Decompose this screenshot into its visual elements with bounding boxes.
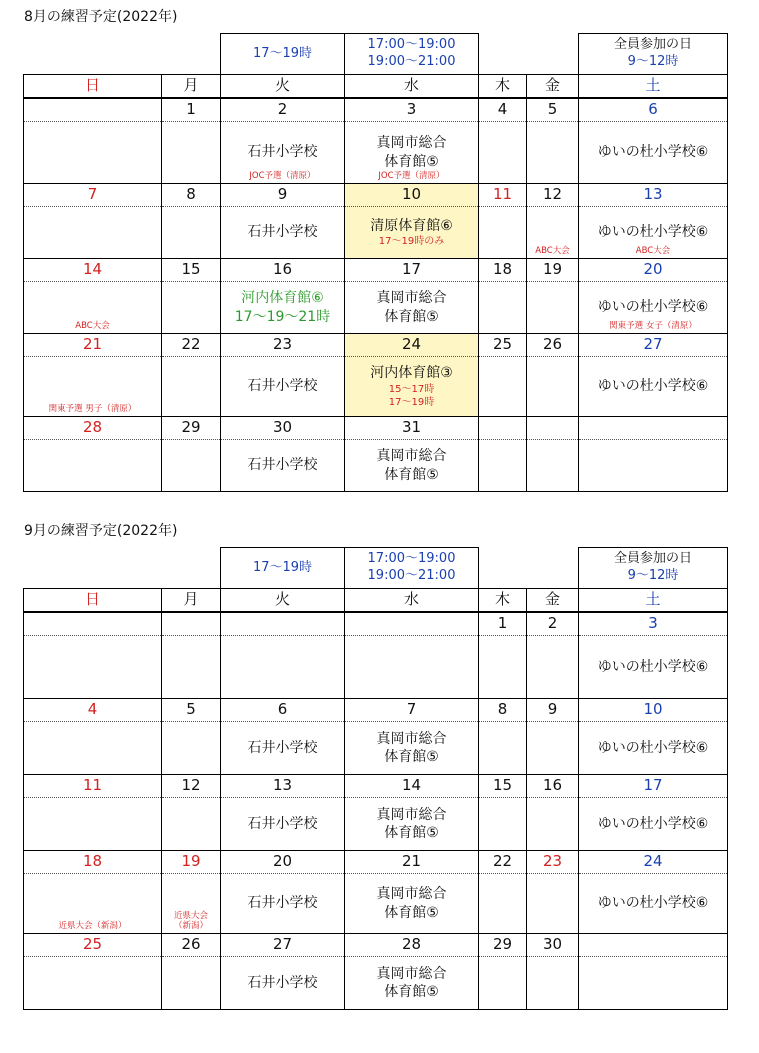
venue-cell: 石井小学校 — [221, 798, 345, 851]
venue-cell: 真岡市総合 体育館⑤ — [345, 874, 479, 934]
august-header-tue: 17～19時 — [221, 34, 345, 75]
venue-cell: ゆいの杜小学校⑥ 関東予選 女子（清原） — [579, 282, 728, 334]
dow-mon: 月 — [162, 75, 221, 99]
dow-thu: 木 — [479, 589, 527, 613]
venue-row — [24, 440, 728, 492]
event-note: ABC大会 — [75, 321, 110, 332]
dow-sun: 日 — [24, 589, 162, 613]
venue-cell: ゆいの杜小学校⑥ — [579, 722, 728, 775]
dow-thu: 木 — [479, 75, 527, 99]
venue-cell: 真岡市総合 体育館⑤ — [345, 957, 479, 1010]
venue-cell: ゆいの杜小学校⑥ — [579, 357, 728, 417]
august-header-row — [24, 34, 728, 75]
event-note: 近県大会 （新潟） — [173, 911, 208, 932]
dow-sun: 日 — [24, 75, 162, 99]
venue-cell: 真岡市総合 体育館⑤ — [345, 798, 479, 851]
event-note: 近県大会（新潟） — [58, 921, 127, 932]
venue-row — [24, 957, 728, 1010]
date-row: 11 12 13 14 15 16 17 — [24, 775, 728, 798]
venue-cell: 河内体育館⑥ 17～19～21時 — [221, 282, 345, 334]
date-row: 28 29 30 31 — [24, 417, 728, 440]
venue-cell: 真岡市総合 体育館⑤ JOC予選（清原） — [345, 122, 479, 184]
venue-cell: 清原体育館⑥ 17～19時のみ — [345, 207, 479, 259]
dow-fri: 金 — [527, 589, 579, 613]
date-row: 14 15 16 17 18 19 20 — [24, 259, 728, 282]
date-row: 7 8 9 10 11 12 13 — [24, 184, 728, 207]
dow-sat: 土 — [579, 75, 728, 99]
august-header-sat: 全員参加の日 9～12時 — [579, 34, 728, 75]
venue-cell: 真岡市総合 体育館⑤ — [345, 440, 479, 492]
september-title: 9月の練習予定(2022年) — [24, 523, 178, 539]
august-title: 8月の練習予定(2022年) — [24, 9, 178, 25]
venue-cell: ゆいの杜小学校⑥ ABC大会 — [579, 207, 728, 259]
event-note: JOC予選（清原） — [378, 171, 445, 182]
venue-cell: 石井小学校 — [221, 207, 345, 259]
date-row: 18 19 20 21 22 23 24 — [24, 851, 728, 874]
venue-cell: 石井小学校 — [221, 874, 345, 934]
venue-cell: 真岡市総合 体育館⑤ — [345, 282, 479, 334]
venue-cell: 河内体育館③ 15～17時 17～19時 — [345, 357, 479, 417]
venue-row — [24, 722, 728, 775]
venue-cell: 石井小学校 — [221, 357, 345, 417]
august-dow-row — [24, 75, 728, 99]
date-row: 21 22 23 24 25 26 27 — [24, 334, 728, 357]
event-note: 関東予選 男子（清原） — [48, 404, 137, 415]
september-header-row — [24, 548, 728, 589]
dow-tue: 火 — [221, 589, 345, 613]
venue-cell: 石井小学校 — [221, 722, 345, 775]
venue-cell: ゆいの杜小学校⑥ — [579, 122, 728, 184]
venue-cell: ゆいの杜小学校⑥ — [579, 798, 728, 851]
date-row: 25 26 27 28 29 30 — [24, 934, 728, 957]
event-note: 関東予選 女子（清原） — [609, 321, 697, 332]
venue-row — [24, 357, 728, 417]
venue-cell: 石井小学校 — [221, 957, 345, 1010]
september-header-wed: 17:00～19:00 19:00～21:00 — [345, 548, 479, 589]
venue-cell: ゆいの杜小学校⑥ — [579, 636, 728, 699]
venue-cell: 真岡市総合 体育館⑤ — [345, 722, 479, 775]
august-header-wed: 17:00～19:00 19:00～21:00 — [345, 34, 479, 75]
date-row: 1 2 3 — [24, 612, 728, 636]
venue-row — [24, 122, 728, 184]
event-note: ABC大会 — [535, 246, 570, 257]
september-header-tue: 17～19時 — [221, 548, 345, 589]
venue-row — [24, 798, 728, 851]
dow-wed: 水 — [345, 589, 479, 613]
venue-row — [24, 874, 728, 934]
dow-fri: 金 — [527, 75, 579, 99]
venue-row — [24, 636, 728, 699]
august-calendar — [23, 33, 728, 492]
date-row: 1 2 3 4 5 6 — [24, 98, 728, 122]
event-note: ABC大会 — [635, 246, 671, 257]
dow-tue: 火 — [221, 75, 345, 99]
september-dow-row — [24, 589, 728, 613]
venue-row — [24, 207, 728, 259]
event-note: JOC予選（清原） — [249, 171, 316, 182]
venue-cell: ゆいの杜小学校⑥ — [579, 874, 728, 934]
date-row: 4 5 6 7 8 9 10 — [24, 699, 728, 722]
september-header-sat: 全員参加の日 9～12時 — [579, 548, 728, 589]
venue-cell: 石井小学校 — [221, 440, 345, 492]
dow-sat: 土 — [579, 589, 728, 613]
dow-mon: 月 — [162, 589, 221, 613]
september-calendar — [23, 547, 728, 1010]
venue-cell: 石井小学校 JOC予選（清原） — [221, 122, 345, 184]
dow-wed: 水 — [345, 75, 479, 99]
venue-row — [24, 282, 728, 334]
